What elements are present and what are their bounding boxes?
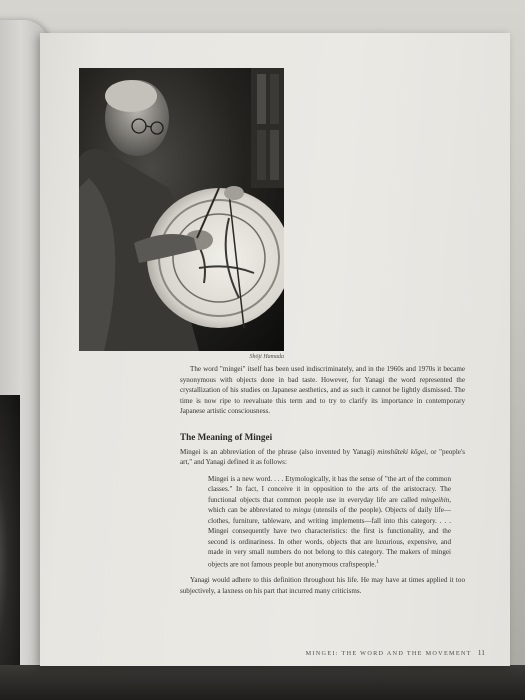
running-title: MINGEI: THE WORD AND THE MOVEMENT — [305, 650, 472, 657]
quote-italic-mingu: mingu — [293, 506, 311, 514]
section-intro-paragraph — [180, 447, 465, 468]
closing-paragraph: Yanagi would adhere to this definition throughout his life. He may have at times applied it too subjectively, a laxness on his part that incurred many criticisms. — [180, 576, 465, 595]
hamada-photograph — [79, 68, 284, 351]
intro-paragraph: The word "mingei" itself has been used indiscriminately, and in the 1960s and 1970s it became synonymous with objects done in bad taste. However, for Yanagi the word represented the crystallization of his studies on Japanese aesthetics, and as such it cannot be lightly dismissed. The time is now ripe to reevaluate this term and to try to clarify its importance in contemporary Japanese artistic consciousness. — [180, 365, 465, 415]
photograph-illustration — [79, 68, 284, 351]
section-intro-text-end: , or "people's art," and Yanagi defined it as follows: — [180, 447, 465, 466]
quote-italic-mingeihin: mingeihin — [420, 495, 450, 504]
section-intro-text: Mingei is an abbreviation of the phrase (also invented by Yanagi) — [180, 447, 378, 456]
block-quote — [208, 474, 451, 570]
bottom-shadow — [0, 665, 525, 700]
section-intro-italic: minshūteki kōgei — [377, 447, 427, 456]
section-heading: The Meaning of Mingei — [180, 431, 273, 442]
page-number: 11 — [477, 648, 485, 657]
quote-text-middle: , which can be abbreviated to — [208, 495, 451, 514]
quote-text-end: (utensils of the people). Objects of daily life—clothes, furniture, tableware, and writing implements—fall into this category. . . . Mingei consequently have two characteristics: the first is functionality, and the second is ordinariness. In other words, objects that are luxurious, expensive, and made in very small numbers do not belong to this category. The makers of mingei objects are not famous people but anonymous craftspeople. — [208, 506, 451, 568]
left-page-photo — [0, 395, 20, 670]
footnote-marker: 1 — [376, 559, 379, 565]
photo-caption: Shōji Hamada — [249, 354, 284, 360]
page-footer — [255, 648, 485, 657]
quote-text-start: Mingei is a new word. . . . Etymologically, it has the sense of "the art of the common classes." In fact, I conceive it in opposition to the arts of the aristocracy. The functional objects that common people use in everyday life are called — [208, 474, 451, 504]
article-text — [180, 364, 465, 596]
book-page — [40, 33, 510, 666]
